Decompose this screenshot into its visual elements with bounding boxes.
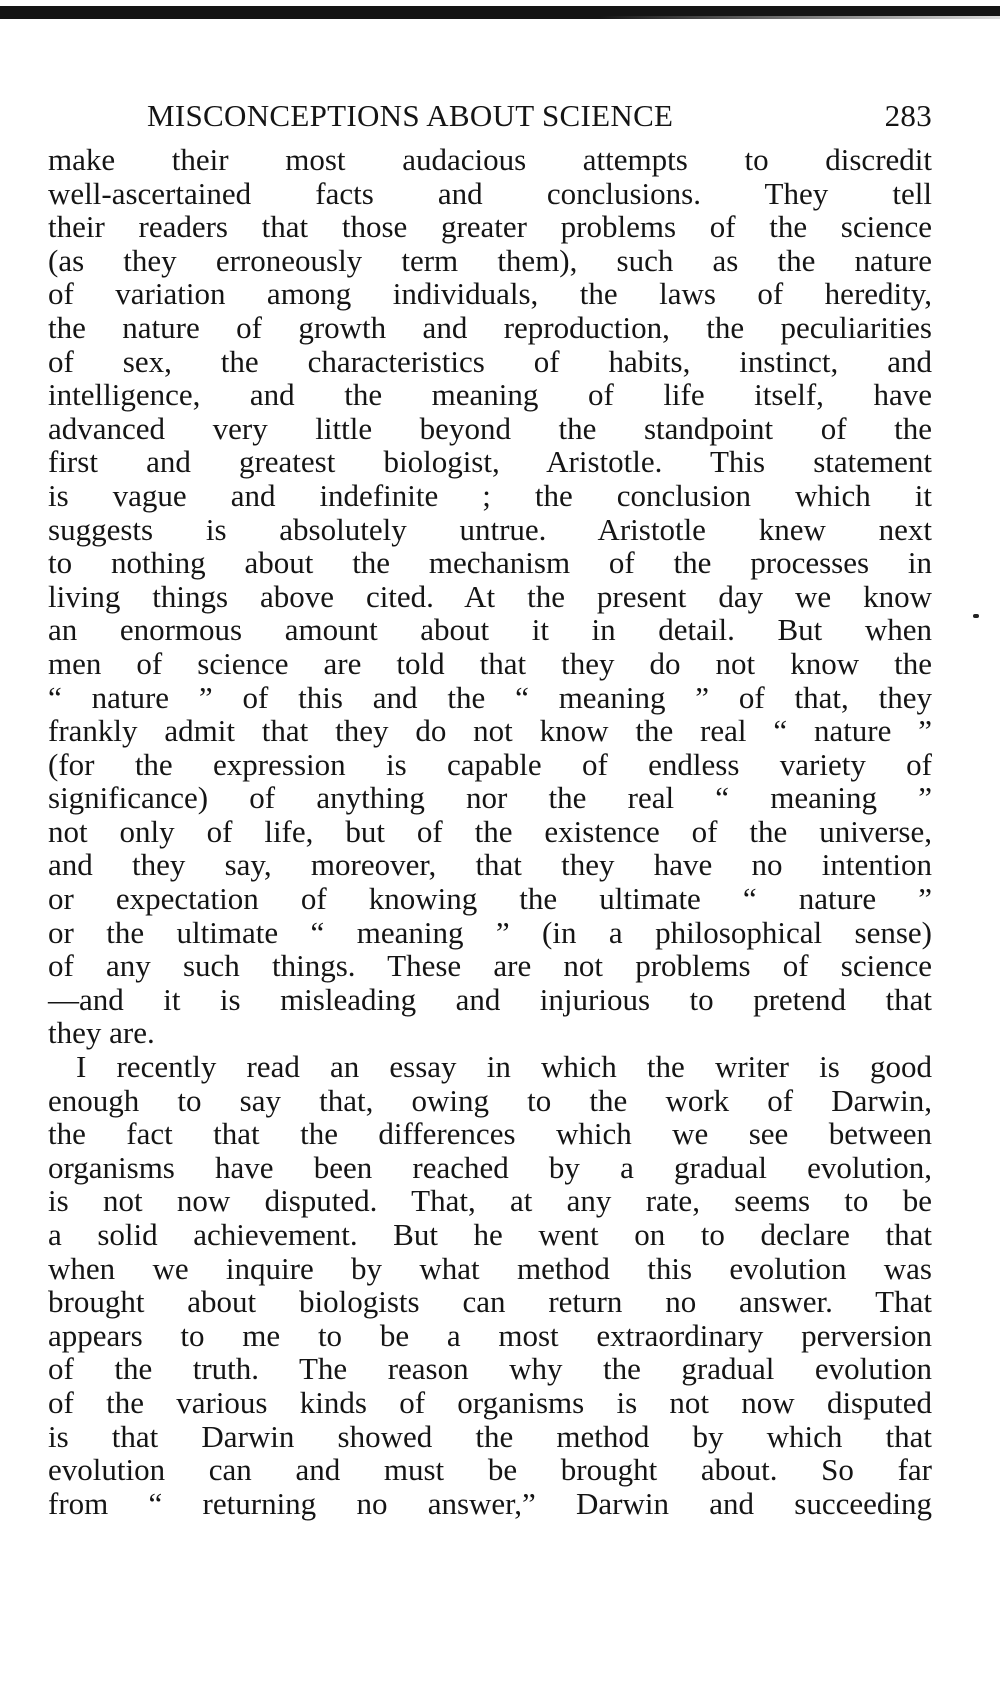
running-head — [147, 94, 932, 138]
text-line: organisms have been reached by a gradual evolution, — [48, 1149, 932, 1185]
body-text — [48, 143, 932, 1520]
ink-speck — [973, 614, 979, 618]
text-line: of variation among individuals, the laws of heredity, — [48, 276, 932, 312]
text-line: or the ultimate “ meaning ” (in a philosophical sense) — [48, 914, 932, 950]
page-number: 283 — [884, 98, 932, 133]
text-line: of sex, the characteristics of habits, instinct, and — [48, 343, 932, 379]
text-line: their readers that those greater problems of the science — [48, 209, 932, 245]
text-line: from “ returning no answer,” Darwin and succeeding — [48, 1485, 932, 1521]
text-line: is not now disputed. That, at any rate, seems to be — [48, 1183, 932, 1219]
text-line: the fact that the differences which we see between — [48, 1116, 932, 1152]
text-line: I recently read an essay in which the writer is good — [76, 1049, 932, 1085]
text-line: advanced very little beyond the standpoint of the — [48, 410, 932, 446]
page-title: MISCONCEPTIONS ABOUT SCIENCE — [147, 98, 674, 133]
text-line: living things above cited. At the present day we know — [48, 578, 932, 614]
text-line: (for the expression is capable of endless variety of — [48, 746, 932, 782]
text-line: well-ascertained facts and conclusions. They tell — [48, 175, 932, 211]
text-line: brought about biologists can return no answer. That — [48, 1284, 932, 1320]
text-line: is vague and indefinite ; the conclusion which it — [48, 477, 932, 513]
text-line: the nature of growth and reproduction, the peculiarities — [48, 309, 932, 345]
top-rule-shadow — [0, 16, 1000, 19]
text-line: not only of life, but of the existence of the universe, — [48, 813, 932, 849]
text-line: men of science are told that they do not know the — [48, 645, 932, 681]
paragraph — [48, 143, 932, 1050]
text-line: or expectation of knowing the ultimate “ nature ” — [48, 881, 932, 917]
text-line: a solid achievement. But he went on to declare that — [48, 1217, 932, 1252]
text-line: an enormous amount about it in detail. But when — [48, 612, 932, 648]
text-line: enough to say that, owing to the work of Darwin, — [48, 1082, 932, 1118]
text-line: —and it is misleading and injurious to pretend that — [48, 981, 932, 1017]
text-line: of the truth. The reason why the gradual evolution — [48, 1351, 932, 1387]
text-line: (as they erroneously term them), such as the nature — [48, 242, 932, 278]
text-line: make their most audacious attempts to discredit — [48, 142, 932, 177]
text-line: to nothing about the mechanism of the processes in — [48, 545, 932, 581]
text-line: intelligence, and the meaning of life itself, have — [48, 377, 932, 413]
paragraph — [48, 1050, 932, 1520]
text-line: “ nature ” of this and the “ meaning ” of that, they — [48, 679, 932, 715]
text-line: of any such things. These are not problems of science — [48, 948, 932, 984]
text-line: suggests is absolutely untrue. Aristotle knew next — [48, 511, 932, 547]
text-line: is that Darwin showed the method by which that — [48, 1418, 932, 1454]
text-line: significance) of anything nor the real “ meaning ” — [48, 780, 932, 816]
text-line: when we inquire by what method this evolution was — [48, 1250, 932, 1286]
top-rule — [0, 6, 1000, 16]
text-line: of the various kinds of organisms is not now disputed — [48, 1384, 932, 1420]
text-line: they are. — [48, 1015, 155, 1051]
text-line: frankly admit that they do not know the real “ nature ” — [48, 713, 932, 749]
text-line: and they say, moreover, that they have no intention — [48, 847, 932, 883]
text-line: evolution can and must be brought about. So far — [48, 1452, 932, 1488]
text-line: appears to me to be a most extraordinary perversion — [48, 1317, 932, 1353]
text-line: first and greatest biologist, Aristotle. This statement — [48, 444, 932, 480]
